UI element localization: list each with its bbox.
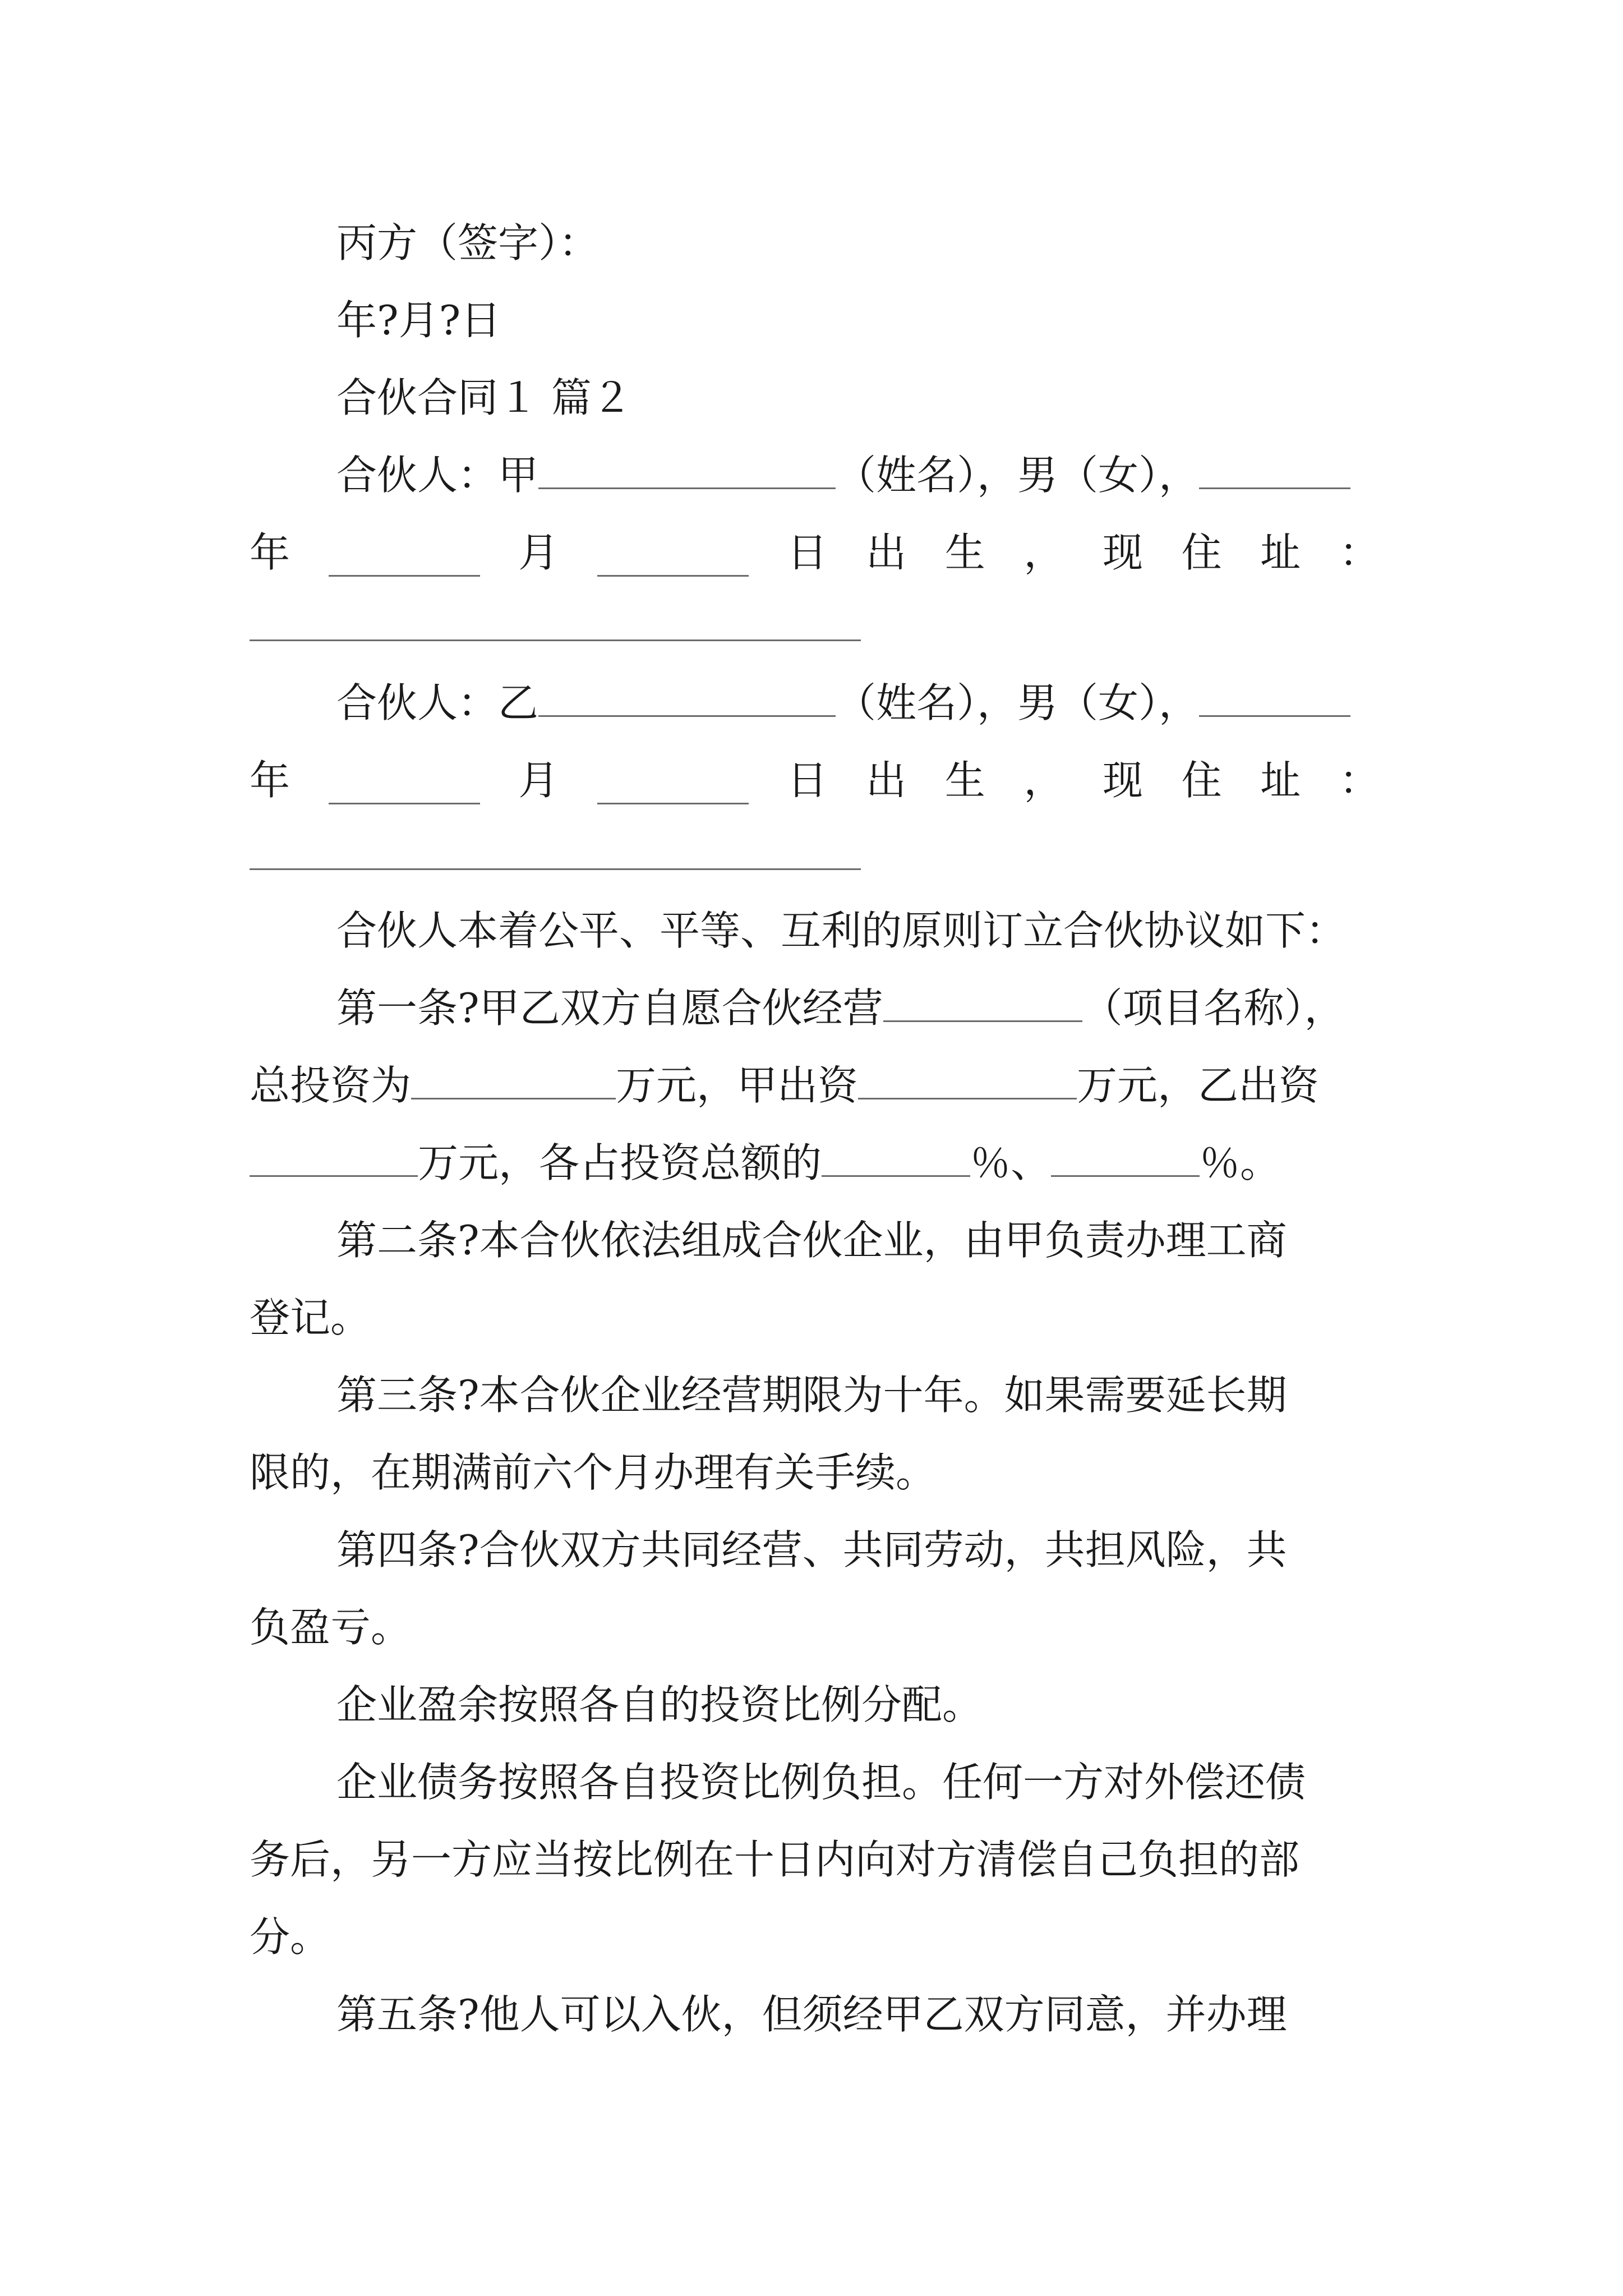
partner-b-name-blank [538, 682, 836, 717]
party-b-investment-blank [250, 1142, 418, 1177]
partner-b-name-hint: （姓名），男（女）， [836, 679, 1200, 726]
partner-a-month-blank [329, 541, 480, 577]
partner-b-year-label: 年 [250, 757, 291, 804]
article-1-line-3 [250, 1139, 1280, 1187]
partner-b-birth-char: 出 [866, 757, 907, 804]
partner-a-birth-char: 址 [1260, 529, 1301, 576]
article-5-line-1: 第五条?他人可以入伙，但须经甲乙双方同意，并办理 [336, 1991, 1287, 2038]
partner-a-birth-line [250, 528, 1380, 577]
signature-date: 年?月?日 [336, 297, 501, 344]
partner-b-birth-char: 址 [1260, 757, 1301, 804]
partner-b-line [336, 679, 1350, 727]
partner-a-birth-char: 生 [944, 529, 985, 576]
article-1-text: 万元，各占投资总额的 [418, 1139, 822, 1186]
surplus-clause: 企业盈余按照各自的投资比例分配。 [336, 1681, 983, 1728]
partner-a-month-label: 月 [518, 529, 559, 576]
partner-b-address-blank [250, 868, 861, 870]
article-4-line-2: 负盈亏。 [250, 1604, 412, 1651]
partner-a-day-blank [597, 541, 749, 577]
partner-a-birth-char: 住 [1181, 529, 1222, 576]
partner-a-birth-char: 日 [787, 529, 828, 576]
project-name-blank [883, 987, 1082, 1022]
total-investment-blank [411, 1064, 616, 1099]
article-4-line-1: 第四条?合伙双方共同经营、共同劳动，共担风险，共 [336, 1526, 1287, 1573]
partner-b-month-blank [329, 769, 480, 804]
partner-a-address-blank [250, 639, 861, 641]
partner-a-birth-char: 出 [866, 529, 907, 576]
partner-a-birth-char: ， [1023, 529, 1064, 576]
article-1-text: 万元，乙出资 [1077, 1062, 1320, 1109]
debt-clause-line-3: 分。 [250, 1913, 331, 1961]
partner-a-year-label: 年 [250, 529, 291, 576]
article-1-text: 第一条?甲乙双方自愿合伙经营 [336, 984, 883, 1032]
partner-a-name-blank [538, 454, 836, 489]
article-1-text: ％、 [970, 1139, 1052, 1186]
article-3-line-1: 第三条?本合伙企业经营期限为十年。如果需要延长期 [336, 1372, 1287, 1419]
article-1-line-1 [336, 984, 1345, 1032]
debt-clause-line-2: 务后，另一方应当按比例在十日内向对方清偿自己负担的部 [250, 1836, 1300, 1883]
party-a-share-blank [822, 1142, 970, 1177]
partner-a-birth-char: 现 [1102, 529, 1143, 576]
partner-b-birth-char: ， [1023, 757, 1064, 804]
agreement-intro: 合伙人本着公平、平等、互利的原则订立合伙协议如下： [336, 907, 1347, 954]
partner-a-name-hint: （姓名），男（女）， [836, 452, 1200, 499]
article-1-text: 万元，甲出资 [616, 1062, 859, 1109]
party-a-investment-blank [858, 1064, 1077, 1099]
article-1-text: 总投资为 [250, 1062, 412, 1109]
partner-b-birth-char: 日 [787, 757, 828, 804]
article-2-line-2: 登记。 [250, 1294, 371, 1341]
partner-a-year-blank [1199, 454, 1350, 489]
partner-b-birth-line [250, 756, 1380, 804]
partner-b-birth-char: ： [1339, 757, 1380, 804]
partner-b-birth-char: 住 [1181, 757, 1222, 804]
partner-b-month-label: 月 [518, 757, 559, 804]
article-1-text: （项目名称）， [1082, 984, 1345, 1032]
partner-b-birth-char: 生 [944, 757, 985, 804]
partner-b-day-blank [597, 769, 749, 804]
debt-clause-line-1: 企业债务按照各自投资比例负担。任何一方对外偿还债 [336, 1759, 1306, 1806]
partner-b-prefix: 合伙人：乙 [336, 679, 539, 726]
article-2-line-1: 第二条?本合伙依法组成合伙企业，由甲负责办理工商 [336, 1217, 1287, 1264]
section-heading: 合伙合同１ 篇２ [336, 374, 632, 421]
partner-a-prefix: 合伙人：甲 [336, 452, 539, 499]
article-1-line-2 [250, 1061, 1319, 1110]
party-b-share-blank [1051, 1142, 1200, 1177]
partner-b-year-blank [1199, 682, 1350, 717]
partner-a-line [336, 451, 1350, 499]
article-1-text: ％。 [1200, 1139, 1281, 1186]
partner-b-birth-char: 现 [1102, 757, 1143, 804]
article-3-line-2: 限的，在期满前六个月办理有关手续。 [250, 1449, 937, 1496]
partner-a-birth-char: ： [1339, 529, 1380, 576]
party-c-signature: 丙方（签字）： [336, 219, 600, 266]
